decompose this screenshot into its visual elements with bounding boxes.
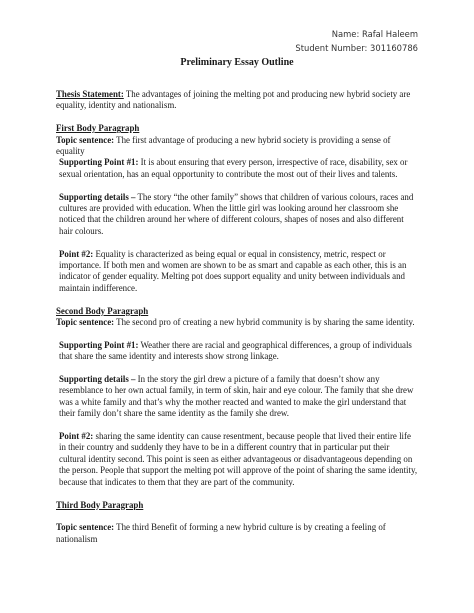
first-paragraph-heading: First Body Paragraph — [56, 123, 140, 134]
first-sp1-text: It is about ensuring that every person, irrespective of race, disability, sex or sexual orientation, has an equal opportunity to contribute the most out of their lives and talents. — [59, 157, 408, 179]
third-topic-label: Topic sentence: — [56, 522, 115, 533]
second-details-text: In the story the girl drew a picture of a family that doesn’t show any resemblance to her own actual family, in term of skin, hair and eye colour. The family that she drew was a white family and that’s why the mother reacted and wanted to make the girl understand that their family don’t share the same identity as the family she drew. — [59, 374, 414, 419]
first-details-label: Supporting details – — [59, 191, 136, 202]
second-topic-text: The second pro of creating a new hybrid community is by sharing the same identity. — [114, 317, 415, 328]
second-p2-label: Point #2: — [59, 431, 94, 442]
third-paragraph-heading: Third Body Paragraph — [56, 499, 144, 510]
first-details-text: The story “the other family” shows that children of various colours, races and cultures are provided with education. When the little girl was looking around her classroom she noticed that the children around her where of different colours, shapes of noses and also different hair colours. — [59, 191, 414, 236]
student-number: Student Number: 301160786 — [295, 43, 418, 53]
first-topic-label: Topic sentence: — [56, 134, 115, 145]
document-body — [56, 89, 418, 545]
first-supporting-details — [56, 192, 418, 238]
third-topic-text: The third Benefit of forming a new hybrid culture is by creating a feeling of nationalism — [56, 522, 386, 544]
second-paragraph-heading: Second Body Paragraph — [56, 305, 149, 316]
author-name: Name: Rafal Haleem — [331, 29, 418, 39]
first-topic-sentence — [56, 135, 418, 158]
first-p2-text: Equality is characterized as being equal or equal in consistency, metric, respect or importance. If both men and women are shown to be as smart and capable as each other, this is an indicator of gender equality. Melting pot does support equality and unity between individuals and maintain indifference. — [59, 248, 407, 293]
second-topic-label: Topic sentence: — [56, 317, 115, 328]
second-details-label: Supporting details – — [59, 374, 136, 385]
thesis-text: The advantages of joining the melting pot and producing new hybrid society are equality, identity and nationalism. — [56, 89, 411, 111]
document-title: Preliminary Essay Outline — [180, 57, 294, 68]
second-supporting-details — [56, 374, 418, 420]
second-p2-text: sharing the same identity can cause resentment, because people that lived their entire life in their country and suddenly they have to be in a different country that in particular put their cultural identity second. This point is seen as either advantageous or disadvantageous depending on the person. People that support the melting pot will approve of the point of sharing the same identity, because that indicates to them that they are part of the community. — [59, 431, 418, 487]
second-sp1-label: Supporting Point #1: — [59, 339, 139, 350]
third-topic-sentence — [56, 522, 418, 545]
first-point-2 — [56, 249, 418, 295]
first-sp1-label: Supporting Point #1: — [59, 157, 139, 168]
first-supporting-point-1 — [56, 157, 418, 180]
first-topic-text: The first advantage of producing a new hybrid society is providing a sense of equality — [56, 134, 391, 157]
second-topic-sentence — [56, 317, 418, 328]
second-sp1-text: Weather there are racial and geographical differences, a group of individuals that share the same identity and interests show strong linkage. — [59, 339, 412, 362]
first-p2-label: Point #2: — [59, 248, 94, 259]
second-supporting-point-1 — [56, 340, 418, 363]
second-point-2 — [56, 431, 418, 488]
thesis-label: Thesis Statement: — [56, 89, 124, 99]
thesis-statement — [56, 89, 418, 112]
author-header — [295, 27, 418, 55]
